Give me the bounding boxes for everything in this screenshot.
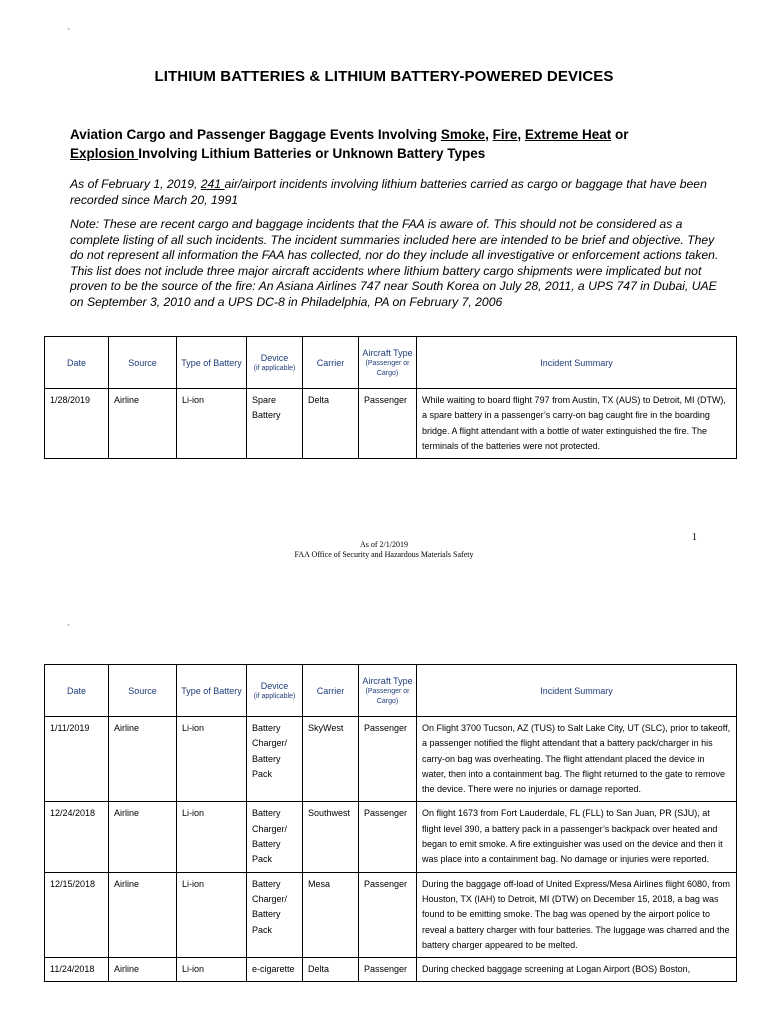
incidents-table-page1 [44, 336, 737, 459]
cell-battery-type: Li-ion [177, 872, 247, 957]
corner-mark: ` [67, 28, 71, 39]
page-number: 1 [692, 532, 697, 543]
header-date: Date [45, 665, 109, 717]
cell-source: Airline [109, 872, 177, 957]
header-source: Source [109, 665, 177, 717]
cell-device: Spare Battery [247, 389, 303, 459]
cell-carrier: Delta [303, 389, 359, 459]
corner-mark: ` [67, 624, 71, 635]
cell-summary: During checked baggage screening at Logan Airport (BOS) Boston, [417, 958, 737, 982]
cell-source: Airline [109, 717, 177, 802]
header-carrier: Carrier [303, 337, 359, 389]
table-row [45, 717, 737, 802]
cell-battery-type: Li-ion [177, 389, 247, 459]
header-battery-type: Type of Battery [177, 665, 247, 717]
cell-date: 1/28/2019 [45, 389, 109, 459]
footer-office: FAA Office of Security and Hazardous Materials Safety [294, 550, 474, 559]
cell-aircraft-type: Passenger [359, 802, 417, 872]
cell-summary: While waiting to board flight 797 from Austin, TX (AUS) to Detroit, MI (DTW), a spare battery in a passenger’s carry-on bag caught fire in the boarding bridge. A flight attendant with a bottle of water extinguished the fire. The terminals of the batteries were not protected. [417, 389, 737, 459]
cell-carrier: SkyWest [303, 717, 359, 802]
cell-battery-type: Li-ion [177, 802, 247, 872]
header-device: Device (if applicable) [247, 337, 303, 389]
cell-carrier: Mesa [303, 872, 359, 957]
incident-count: 241 [200, 177, 225, 191]
explosion-term: Explosion [70, 146, 139, 161]
cell-date: 11/24/2018 [45, 958, 109, 982]
incidents-table-page2 [44, 664, 737, 982]
header-battery-type: Type of Battery [177, 337, 247, 389]
document-title: LITHIUM BATTERIES & LITHIUM BATTERY-POWERED DEVICES [154, 68, 614, 85]
heat-term: Extreme Heat [524, 127, 612, 142]
table-row [45, 802, 737, 872]
cell-carrier: Delta [303, 958, 359, 982]
note-paragraph: Note: These are recent cargo and baggage incidents that the FAA is aware of. This should not be considered as a complete listing of all such incidents. The incident summaries included here are intended to be brief and objective. They do not represent all information the FAA has collected, nor do they include all investigative or enforcement actions taken. This list does not include three major aircraft accidents where lithium battery cargo shipments were implicated but not proven to be the source of the fire: An Asiana Airlines 747 near South Korea on July 28, 2011, a UPS 747 in Dubai, UAE on September 3, 2010 and a UPS DC-8 in Philadelphia, PA on February 7, 2006 [70, 217, 719, 309]
cell-device: Battery Charger/ Battery Pack [247, 717, 303, 802]
cell-aircraft-type: Passenger [359, 872, 417, 957]
cell-device: e-cigarette [247, 958, 303, 982]
smoke-term: Smoke [440, 127, 486, 142]
footer-date: As of 2/1/2019 [360, 540, 408, 549]
table-row [45, 958, 737, 982]
cell-aircraft-type: Passenger [359, 958, 417, 982]
cell-device: Battery Charger/ Battery Pack [247, 872, 303, 957]
header-source: Source [109, 337, 177, 389]
cell-date: 12/15/2018 [45, 872, 109, 957]
subtitle: Aviation Cargo and Passenger Baggage Events Involving Smoke, Fire, Extreme Heat or Explosion Involving Lithium Batteries or Unknown Battery Types [70, 127, 629, 161]
cell-summary: On flight 1673 from Fort Lauderdale, FL (FLL) to San Juan, PR (SJU), at flight level 390, a battery pack in a passenger’s backpack over heated and began to emit smoke. A fire extinguisher was used on the device and then it was place into a containment bag. No damage or injuries were reported. [417, 802, 737, 872]
header-aircraft-type: Aircraft Type (Passenger or Cargo) [359, 337, 417, 389]
header-device: Device (if applicable) [247, 665, 303, 717]
header-incident-summary: Incident Summary [417, 665, 737, 717]
header-date: Date [45, 337, 109, 389]
header-carrier: Carrier [303, 665, 359, 717]
cell-device: Battery Charger/ Battery Pack [247, 802, 303, 872]
footer [0, 540, 768, 560]
cell-aircraft-type: Passenger [359, 389, 417, 459]
cell-source: Airline [109, 802, 177, 872]
cell-date: 1/11/2019 [45, 717, 109, 802]
cell-source: Airline [109, 389, 177, 459]
cell-aircraft-type: Passenger [359, 717, 417, 802]
cell-source: Airline [109, 958, 177, 982]
fire-term: Fire [492, 127, 518, 142]
header-aircraft-type: Aircraft Type (Passenger or Cargo) [359, 665, 417, 717]
cell-summary: During the baggage off-load of United Express/Mesa Airlines flight 6080, from Houston, TX (IAH) to Detroit, MI (DTW) on December 15, 2018, a bag was found to be emitting smoke. The bag was opened by the airport police to reveal a battery charger with four batteries. The luggage was charred and the battery charger appeared to be melted. [417, 872, 737, 957]
incident-count-paragraph: As of February 1, 2019, 241 air/airport incidents involving lithium batteries carried as cargo or baggage that have been recorded since March 20, 1991 [70, 177, 707, 207]
cell-summary: On Flight 3700 Tucson, AZ (TUS) to Salt Lake City, UT (SLC), prior to takeoff, a passenger notified the flight attendant that a battery pack/charger in his carry-on bag was overheating. The flight attendant placed the device in water, then into a containment bag. The flight returned to the gate to remove the device. There were no injuries or damage reported. [417, 717, 737, 802]
cell-battery-type: Li-ion [177, 717, 247, 802]
table-row [45, 389, 737, 459]
cell-battery-type: Li-ion [177, 958, 247, 982]
header-incident-summary: Incident Summary [417, 337, 737, 389]
cell-date: 12/24/2018 [45, 802, 109, 872]
cell-carrier: Southwest [303, 802, 359, 872]
table-row [45, 872, 737, 957]
